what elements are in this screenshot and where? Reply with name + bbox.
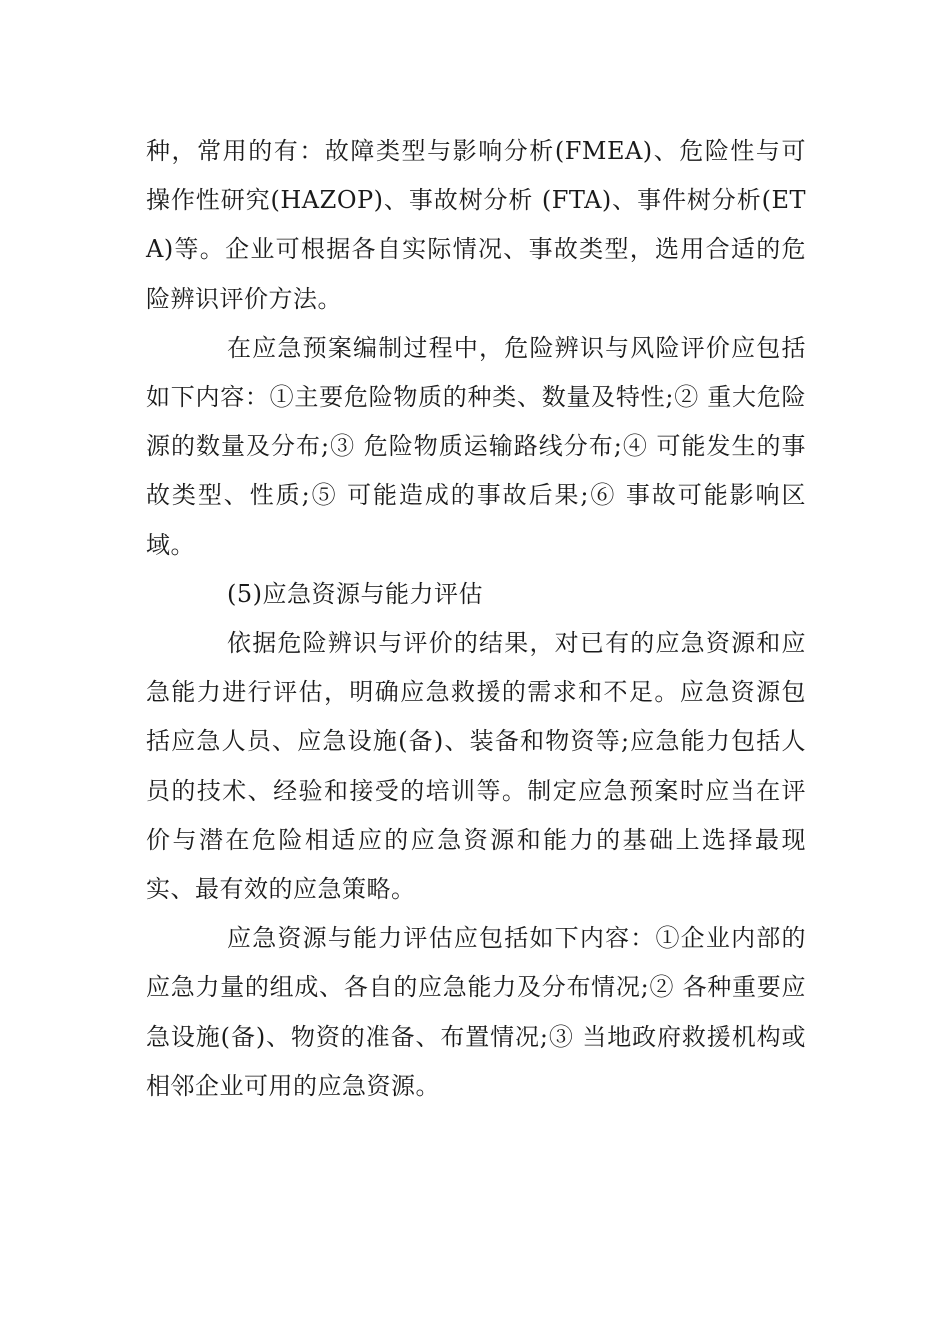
paragraph-hazard-methods: 种，常用的有：故障类型与影响分析(FMEA)、危险性与可操作性研究(HAZOP)、事故树分析 (FTA)、事件树分析(ETA)等。企业可根据各自实际情况、事故类型，选用合适的危险辨识评价方法。 [146,137,806,313]
document-body [146,127,806,1111]
paragraph-hazard-contents: 在应急预案编制过程中，危险辨识与风险评价应包括如下内容：①主要危险物质的种类、数量及特性;② 重大危险源的数量及分布;③ 危险物质运输路线分布;④ 可能发生的事故类型、性质;⑤ 可能造成的事故后果;⑥ 事故可能影响区域。 [146,333,806,559]
paragraph-resource-assessment: 依据危险辨识与评价的结果，对已有的应急资源和应急能力进行评估，明确应急救援的需求和不足。应急资源包括应急人员、应急设施(备)、装备和物资等;应急能力包括人员的技术、经验和接受的培训等。制定应急预案时应当在评价与潜在危险相适应的应急资源和能力的基础上选择最现实、最有效的应急策略。 [146,629,806,904]
section-heading-resource-assessment: (5)应急资源与能力评估 [227,579,483,608]
paragraph-resource-contents: 应急资源与能力评估应包括如下内容：①企业内部的应急力量的组成、各自的应急能力及分布情况;② 各种重要应急设施(备)、物资的准备、布置情况;③ 当地政府救援机构或相邻企业可用的应急资源。 [146,924,806,1100]
